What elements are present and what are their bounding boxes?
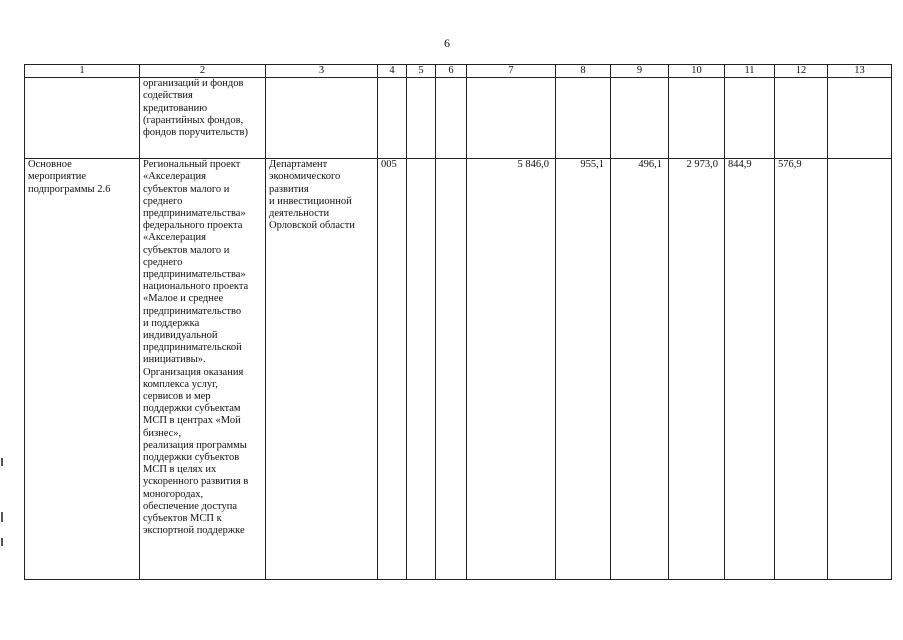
margin-mark	[1, 538, 3, 546]
table-cell-value	[669, 78, 725, 159]
table-row	[25, 78, 892, 159]
column-header-9: 9	[611, 65, 669, 78]
table-cell-executor: Департамент экономического развития и инвестиционной деятельности Орловской области	[266, 159, 378, 580]
table-cell-value: 5 846,0	[467, 159, 556, 580]
table-cell-value	[828, 78, 892, 159]
column-header-12: 12	[775, 65, 828, 78]
table-cell-value: 2 973,0	[669, 159, 725, 580]
budget-table	[24, 64, 892, 580]
column-header-11: 11	[725, 65, 775, 78]
table-cell-value	[725, 78, 775, 159]
margin-mark	[1, 512, 3, 522]
table-cell-value	[611, 78, 669, 159]
table-cell-executor	[266, 78, 378, 159]
table-cell	[407, 78, 436, 159]
column-header-13: 13	[828, 65, 892, 78]
column-header-6: 6	[436, 65, 467, 78]
column-header-5: 5	[407, 65, 436, 78]
table-cell-value	[828, 159, 892, 580]
column-header-1: 1	[25, 65, 140, 78]
table-cell	[436, 78, 467, 159]
table-cell-value	[467, 78, 556, 159]
table-cell-value: 955,1	[556, 159, 611, 580]
table-cell-value: 496,1	[611, 159, 669, 580]
table-cell-code: 005	[378, 159, 407, 580]
table-cell-value: 844,9	[725, 159, 775, 580]
table-cell	[407, 159, 436, 580]
table-cell-value	[556, 78, 611, 159]
table-cell-activity: Основное мероприятие подпрограммы 2.6	[25, 159, 140, 580]
column-header-7: 7	[467, 65, 556, 78]
table-cell-description: организаций и фондов содействия кредитованию (гарантийных фондов, фондов поручительств)	[140, 78, 266, 159]
column-header-2: 2	[140, 65, 266, 78]
table-cell	[436, 159, 467, 580]
header-row	[25, 65, 892, 78]
table-cell-activity	[25, 78, 140, 159]
table-cell-value: 576,9	[775, 159, 828, 580]
table-row	[25, 159, 892, 580]
column-header-3: 3	[266, 65, 378, 78]
margin-mark	[1, 458, 3, 466]
table-cell-description: Региональный проект «Акселерация субъектов малого и среднего предпринимательства» федерального проекта «Акселерация субъектов малого и среднего предпринимательства» национального проекта «Малое и среднее предпринимательство и поддержка индивидуальной предпринимательской инициативы». Организация оказания комплекса услуг, сервисов и мер поддержки субъектам МСП в центрах «Мой бизнес», реализация программы поддержки субъектов МСП в целях их ускоренного развития в моногородах, обеспечение доступа субъектов МСП к экспортной поддержке	[140, 159, 266, 580]
column-header-10: 10	[669, 65, 725, 78]
table-cell-value	[775, 78, 828, 159]
column-header-8: 8	[556, 65, 611, 78]
table-cell-code	[378, 78, 407, 159]
column-header-4: 4	[378, 65, 407, 78]
page-number: 6	[444, 36, 450, 50]
